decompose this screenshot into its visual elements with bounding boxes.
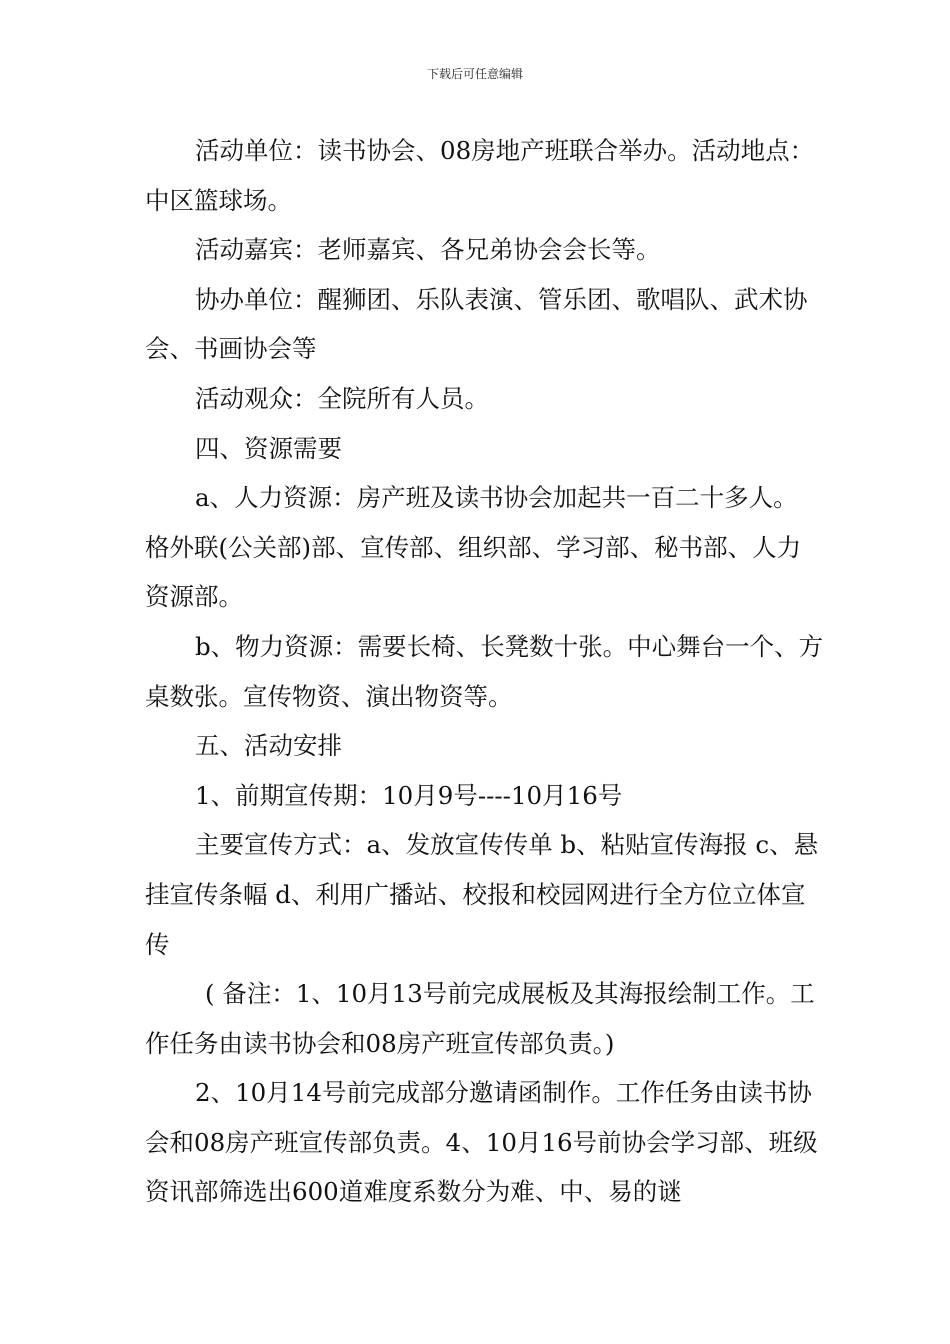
paragraph-publicity-methods: 主要宣传方式：a、发放宣传传单 b、粘贴宣传海报 c、悬挂宣传条幅 d、利用广播站、校报和校园网进行全方位立体宣传 xyxy=(145,830,819,959)
document-body xyxy=(145,126,825,1217)
paragraph-human-resources: a、人力资源：房产班及读书协会加起共一百二十多人。 xyxy=(195,483,798,513)
paragraph-invitations: 2、10月14号前完成部分邀请函制作。工作任务由读书协会和08房产班宣传部负责。4、10月16号前协会学习部、班级资讯部筛选出600道难度系数分为难、中、易的谜 xyxy=(145,1078,818,1207)
paragraph-audience: 活动观众：全院所有人员。 xyxy=(195,383,489,413)
section-heading-resources: 四、资源需要 xyxy=(195,433,342,463)
section-heading-schedule: 五、活动安排 xyxy=(195,731,342,761)
paragraph-publicity-period: 1、前期宣传期：10月9号----10月16号 xyxy=(195,780,623,810)
paragraph-activity-units: 活动单位：读书协会、08房地产班联合举办。活动地点：中区篮球场。 xyxy=(145,136,815,215)
paragraph-material-resources: b、物力资源：需要长椅、长凳数十张。中心舞台一个、方桌数张。宣传物资、演出物资等。 xyxy=(145,631,824,711)
paragraph-note: ( 备注：1、10月13号前完成展板及其海报绘制工作。工作任务由读书协会和08房产班宣传部负责。) xyxy=(145,979,815,1058)
paragraph-departments: 格外联(公关部)部、宣传部、组织部、学习部、秘书部、人力资源部。 xyxy=(145,532,802,612)
paragraph-co-organizers: 协办单位：醒狮团、乐队表演、管乐团、歌唱队、武术协会、书画协会等 xyxy=(145,284,808,364)
paragraph-activity-guests: 活动嘉宾：老师嘉宾、各兄弟协会会长等。 xyxy=(195,235,661,265)
page-header: 下载后可任意编辑 xyxy=(426,67,523,81)
